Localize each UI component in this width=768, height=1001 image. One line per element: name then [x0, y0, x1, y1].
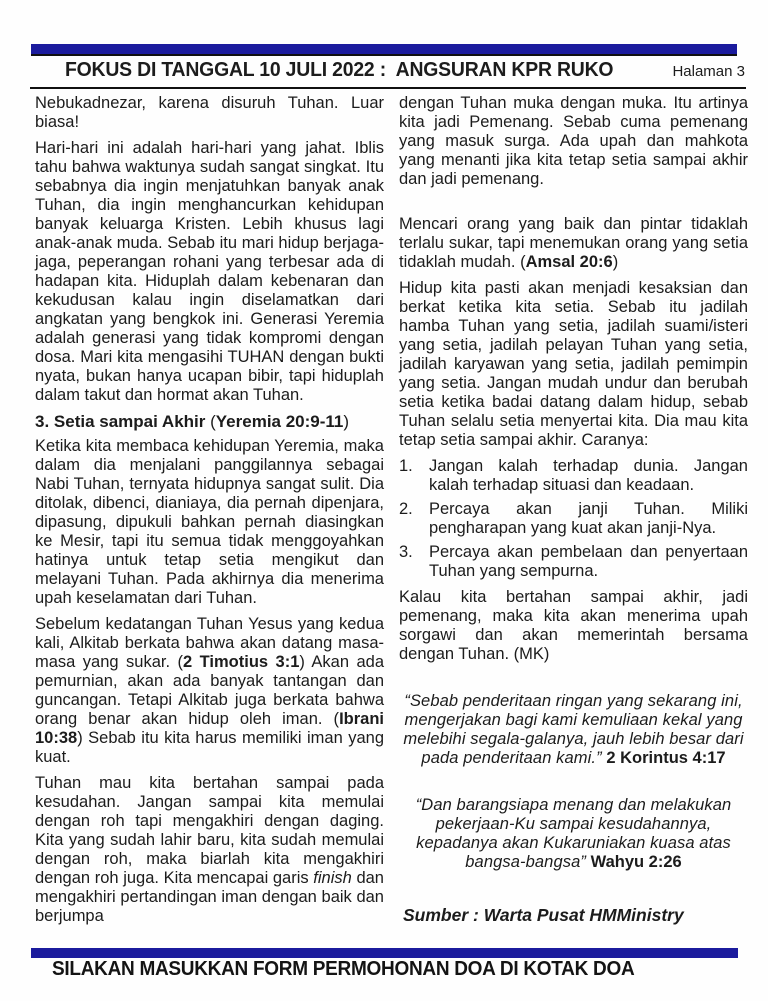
- text-segment: Percaya akan janji Tuhan. Miliki pengharapan yang kuat akan janji-Nya.: [429, 500, 748, 537]
- text-segment: dan mengakhiri pertandingan iman dengan baik dan berjumpa: [35, 869, 384, 925]
- left-column: [35, 94, 384, 944]
- list-item-number: 1.: [399, 457, 413, 475]
- list-item-text: [429, 500, 748, 538]
- text-segment: ): [343, 412, 350, 431]
- page-title: FOKUS DI TANGGAL 10 JULI 2022 : ANGSURAN KPR RUKO: [65, 59, 614, 81]
- list-item: [399, 457, 748, 495]
- text-segment: Percaya akan pembelaan dan penyertaan Tuhan yang sempurna.: [429, 543, 748, 580]
- header-divider-rule: [30, 87, 746, 89]
- text-segment: 2 Korintus 4:17: [606, 749, 726, 767]
- page-number-label: Halaman 3: [672, 63, 745, 80]
- text-segment: finish: [313, 869, 352, 887]
- scripture-quote: [399, 796, 748, 872]
- footer-notice: SILAKAN MASUKKAN FORM PERMOHONAN DOA DI KOTAK DOA: [52, 958, 635, 980]
- text-segment: Hidup kita pasti akan menjadi kesaksian dan berkat ketika kita setia. Sebab itu jadilah hamba Tuhan yang setia, jadilah suami/isteri yang setia, jadilah pelayan Tuhan yang setia, jadilah karyawan yang setia, jadilah pemimpin yang setia. Jangan mudah undur dan berubah setia ketika badai datang dalam hidup, sebab Tuhan selalu setia menyertai kita. Dia mau kita tetap setia sampai akhir. Caranya:: [399, 279, 748, 449]
- paragraph: [399, 279, 748, 450]
- article-body: [35, 94, 748, 944]
- text-segment: 3. Setia sampai Akhir: [35, 412, 206, 431]
- numbered-list: [399, 457, 748, 581]
- text-segment: “Dan barangsiapa menang dan melakukan pekerjaan-Ku sampai kesudahannya, kepadanya akan Kukaruniakan kuasa atas bangsa-bangsa”: [415, 796, 732, 871]
- section-heading: [35, 412, 384, 431]
- text-segment: ): [612, 253, 619, 271]
- list-item-text: [429, 457, 748, 495]
- right-column: [399, 94, 748, 944]
- list-item: [399, 543, 748, 581]
- paragraph: [399, 94, 748, 189]
- text-segment: Sebelum kedatangan Tuhan Yesus yang kedua kali, Alkitab berkata bahwa akan datang masa-masa yang sukar. (: [35, 615, 384, 671]
- paragraph: [35, 615, 384, 767]
- list-item: [399, 500, 748, 538]
- text-segment: Ibrani 10:38: [35, 710, 384, 747]
- text-segment: Mencari orang yang baik dan pintar tidaklah terlalu sukar, tapi menemukan orang yang setia tidaklah mudah. (: [399, 215, 748, 271]
- text-segment: ) Akan ada pemurnian, akan ada banyak tantangan dan guncangan. Tetapi Alkitab juga berkata bahwa orang benar akan hidup oleh iman. (: [35, 653, 384, 728]
- paragraph: [35, 774, 384, 926]
- text-segment: ) Sebab itu kita harus memiliki iman yang kuat.: [35, 729, 384, 766]
- list-item-number: 2.: [399, 500, 413, 518]
- text-segment: Jangan kalah terhadap dunia. Jangan kalah terhadap situasi dan keadaan.: [429, 457, 748, 494]
- text-segment: (: [205, 412, 216, 431]
- footer-blue-bar: [31, 948, 738, 958]
- text-segment: Kalau kita bertahan sampai akhir, jadi pemenang, maka kita akan menerima upah sorgawi dan akan memerintah bersama dengan Tuhan. (MK): [399, 588, 748, 663]
- text-segment: Sumber : Warta Pusat HMMinistry: [403, 905, 684, 925]
- text-segment: “Sebab penderitaan ringan yang sekarang ini, mengerjakan bagi kami kemuliaan kekal yang melebihi segala-galanya, jauh lebih besar dari pada penderitaan kami.”: [403, 692, 744, 767]
- text-segment: Ketika kita membaca kehidupan Yeremia, maka dalam dia menjalani panggilannya sebagai Nabi Tuhan, ternyata hidupnya sangat sulit. Dia ditolak, dibenci, dianiaya, dia pernah dipenjara, dipasung, dipukuli bahkan pernah diasingkan ke Mesir, tapi itu semua tidak menggoyahkan hatinya untuk tetap setia mengikut dan melayani Tuhan. Pada akhirnya dia menerima upah keselamatan dari Tuhan.: [35, 437, 384, 607]
- text-segment: Amsal 20:6: [525, 253, 613, 271]
- source-line: [403, 906, 748, 925]
- text-segment: Nebukadnezar, karena disuruh Tuhan. Luar biasa!: [35, 94, 384, 131]
- paragraph: [399, 588, 748, 664]
- list-item-number: 3.: [399, 543, 413, 561]
- text-segment: Tuhan mau kita bertahan sampai pada kesudahan. Jangan sampai kita memulai dengan roh tapi mengakhiri dengan daging. Kita yang sudah lahir baru, kita sudah memulai dengan roh, maka biarlah kita mengakhiri dengan roh juga. Kita mencapai garis: [35, 774, 384, 887]
- paragraph: [35, 437, 384, 608]
- scripture-quote: [399, 692, 748, 768]
- text-segment: Wahyu 2:26: [590, 853, 682, 871]
- text-segment: 2 Timotius 3:1: [183, 653, 300, 671]
- text-segment: dengan Tuhan muka dengan muka. Itu artinya kita jadi Pemenang. Sebab cuma pemenang yang masuk surga. Ada upah dan mahkota yang menanti jika kita tetap setia sampai akhir dan jadi pemenang.: [399, 94, 748, 188]
- text-segment: Yeremia 20:9-11: [215, 412, 344, 431]
- text-segment: Hari-hari ini adalah hari-hari yang jahat. Iblis tahu bahwa waktunya sudah sangat singkat. Itu sebabnya dia ingin menjatuhkan banyak anak Tuhan, dia ingin menghancurkan kehidupan banyak keluarga Kristen. Lebih khusus lagi anak-anak muda. Sebab itu mari hidup berjaga-jaga, peperangan rohani yang terbesar ada di hadapan kita. Hiduplah dalam kebenaran dan kekudusan kalau ingin diselamatkan dari angkatan yang bengkok ini. Generasi Yeremia adalah generasi yang tidak kompromi dengan dosa. Mari kita mengasihi TUHAN dengan bukti nyata, bukan hanya ucapan bibir, tapi hiduplah dalam takut dan hormat akan Tuhan.: [35, 139, 384, 404]
- paragraph: [35, 139, 384, 405]
- list-item-text: [429, 543, 748, 581]
- paragraph: [399, 215, 748, 272]
- paragraph: [35, 94, 384, 132]
- header-blue-bar: [31, 44, 737, 56]
- page-header: [31, 59, 745, 85]
